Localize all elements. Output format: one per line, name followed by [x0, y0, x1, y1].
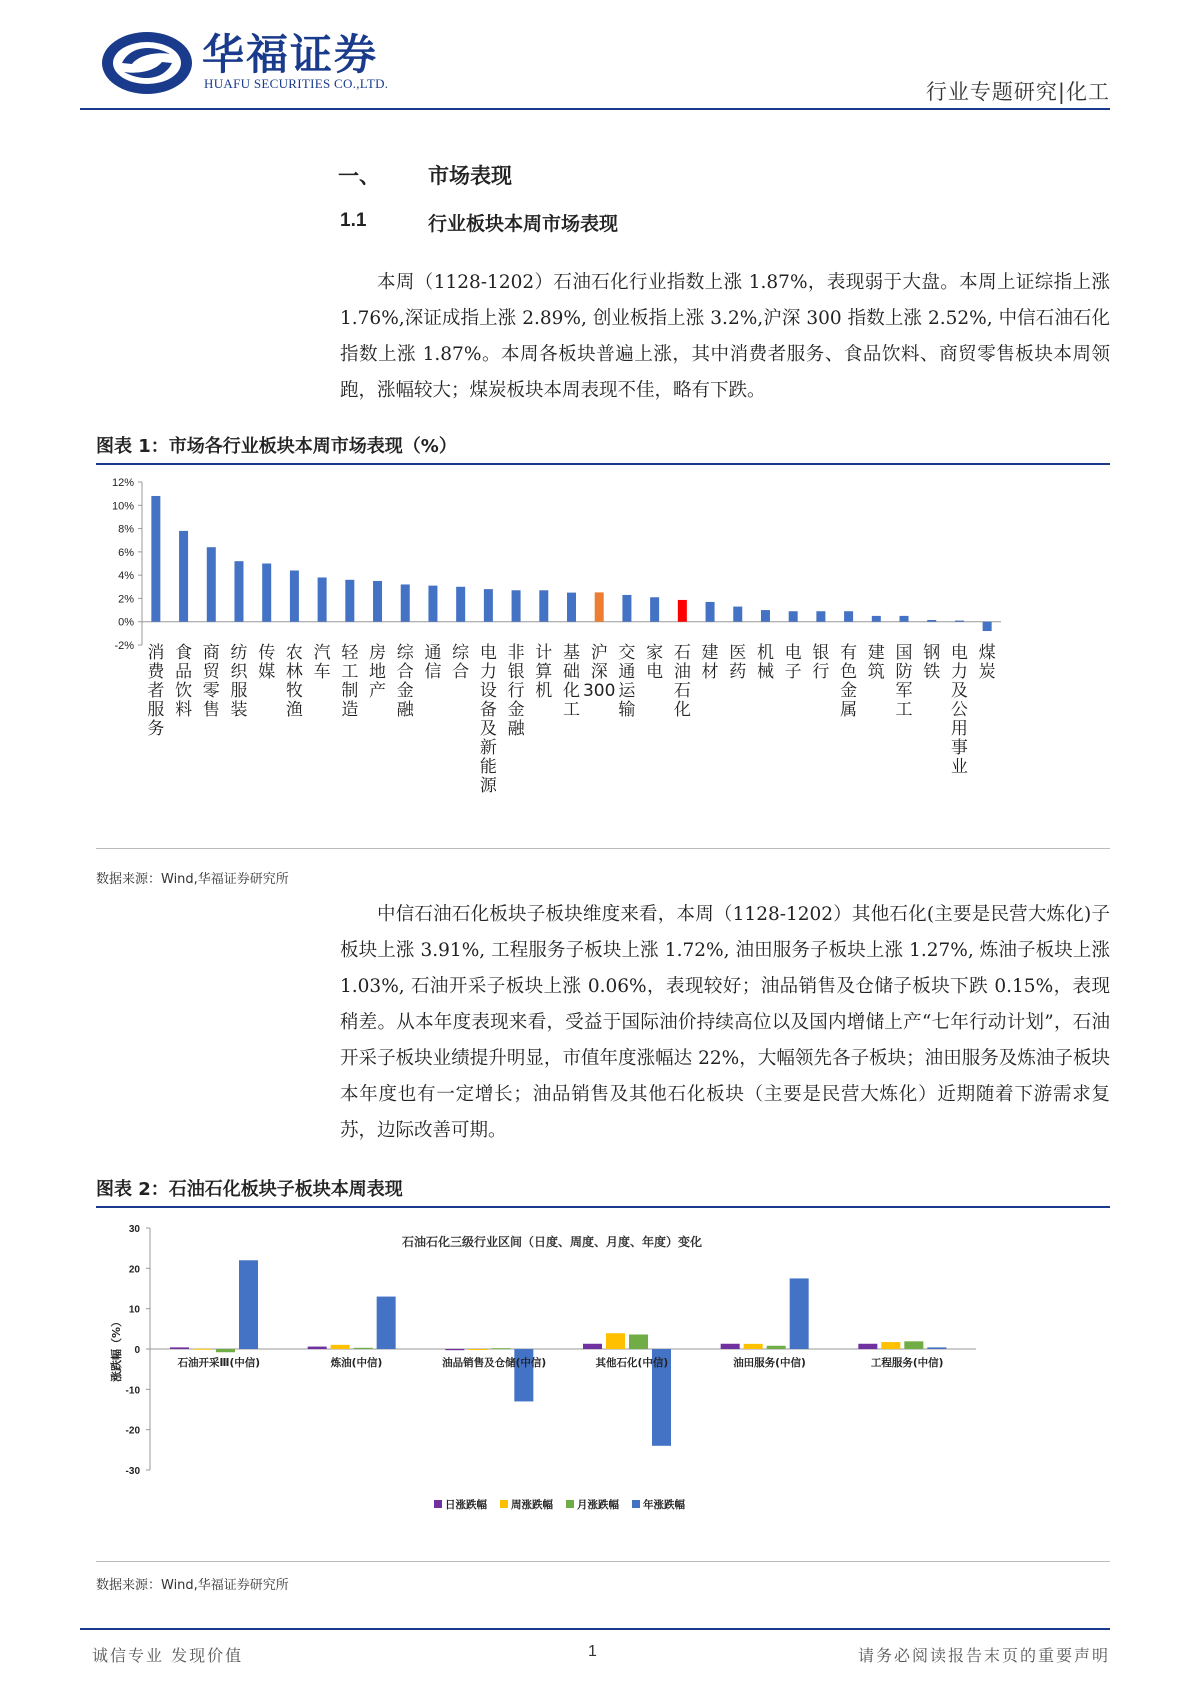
category-label: 煤炭 [978, 643, 996, 682]
bar-传媒 [262, 564, 271, 622]
legend-label: 年涨跌幅 [643, 1499, 685, 1511]
category-label: 建筑 [867, 643, 885, 682]
bar-机械 [761, 610, 770, 622]
bar-月涨跌幅 [904, 1341, 923, 1349]
category-label: 食品饮料 [175, 643, 193, 720]
footer-slogan: 诚信专业 发现价值 [92, 1646, 244, 1665]
y-tick-label: 20 [128, 1264, 140, 1276]
y-tick-label: 10% [111, 500, 134, 513]
category-label: 汽车 [313, 643, 331, 682]
category-label: 轻工制造 [341, 643, 359, 720]
y-tick-label: 10 [128, 1304, 140, 1316]
y-tick-label: 8% [118, 523, 134, 536]
paragraph-market-overview: 本周（1128-1202）石油石化行业指数上涨 1.87%，表现弱于大盘。本周上证综指上涨 1.76%,深证成指上涨 2.89%, 创业板指上涨 3.2%,沪深 300 指数上涨 2.52%, 中信石油石化指数上涨 1.87%。本周各板块普遍上涨，其中消费者服务、食品饮料、商贸零售板块本周领跑，涨幅较大；煤炭板块本周表现不佳，略有下跌。 [340, 272, 1110, 401]
figure2-title: 图表 2：石油石化板块子板块本周表现 [96, 1179, 403, 1200]
bar-汽车 [318, 577, 327, 621]
bar-周涨跌幅 [744, 1344, 763, 1349]
bar-日涨跌幅 [858, 1344, 877, 1349]
category-label: 基础化工 [563, 643, 580, 720]
bar-食品饮料 [179, 531, 188, 622]
category-label: 消费者服务 [147, 643, 165, 739]
y-tick-label: 4% [118, 570, 134, 583]
y-tick-label: 0 [134, 1345, 140, 1356]
category-label: 机械 [756, 643, 774, 682]
bar-年涨跌幅 [239, 1260, 258, 1349]
bar-电子 [789, 611, 798, 621]
header-divider [80, 108, 1110, 110]
bar-日涨跌幅 [308, 1347, 327, 1349]
legend-label: 周涨跌幅 [511, 1499, 553, 1511]
category-label: 电力及公用事业 [950, 643, 968, 777]
bar-医药 [733, 607, 742, 622]
y-tick-label: 0% [118, 616, 134, 629]
bar-计算机 [539, 590, 548, 621]
bar-年涨跌幅 [927, 1347, 946, 1349]
bar-沪深300 [595, 592, 604, 621]
bar-月涨跌幅 [629, 1334, 648, 1349]
bar-周涨跌幅 [331, 1345, 350, 1349]
category-label: 通信 [424, 643, 442, 682]
figure2-source: 数据来源：Wind,华福证券研究所 [96, 1578, 289, 1593]
bar-建筑 [872, 616, 881, 622]
bar-钢铁 [927, 620, 936, 622]
subsection-title: 行业板块本周市场表现 [428, 213, 619, 235]
category-label: 农林牧渔 [285, 643, 303, 720]
category-label: 计算机 [535, 643, 553, 701]
bar-纺织服装 [234, 561, 243, 622]
footer-divider [80, 1628, 1110, 1630]
category-label: 纺织服装 [230, 643, 248, 720]
y-axis-label: 涨跌幅（%） [110, 1315, 123, 1383]
legend-label: 日涨跌幅 [445, 1499, 487, 1511]
y-tick-label: 30 [128, 1224, 140, 1235]
figure2-bottom-rule [96, 1561, 1110, 1562]
category-label: 银行 [812, 643, 830, 682]
category-label: 建材 [701, 643, 719, 682]
bar-消费者服务 [151, 496, 160, 622]
logo-english-name: HUAFU SECURITIES CO.,LTD. [204, 76, 389, 91]
category-label: 非银行金融 [507, 643, 525, 739]
bar-日涨跌幅 [583, 1344, 602, 1349]
bar-轻工制造 [345, 580, 354, 622]
category-label: 电力设备及新能源 [479, 643, 497, 796]
huafu-logo-icon [100, 30, 194, 100]
section-number: 一、 [338, 164, 380, 188]
figure1-source: 数据来源：Wind,华福证券研究所 [96, 872, 289, 887]
y-tick-label: 2% [118, 593, 134, 606]
category-label: 有色金属 [840, 643, 858, 720]
bar-日涨跌幅 [721, 1344, 740, 1349]
bar-有色金属 [844, 611, 853, 621]
figure2-top-rule [96, 1206, 1110, 1208]
paragraph-subsector-analysis: 中信石油石化板块子板块维度来看，本周（1128-1202）其他石化(主要是民营大炼化)子板块上涨 3.91%, 工程服务子板块上涨 1.72%, 油田服务子板块上涨 1.27%, 炼油子板块上涨 1.03%, 石油开采子板块上涨 0.06%，表现较好；油品销售及仓储子板块下跌 0.15%，表现稍差。从本年度表现来看，受益于国际油价持续高位以及国内增储上产“七年行动计划”，石油开采子板块业绩提升明显，市值年度涨幅达 22%，大幅领先各子板块；油田服务及炼油子板块本年度也有一定增长；油品销售及其他石化板块（主要是民营大炼化）近期随着下游需求复苏，边际改善可期。 [340, 904, 1110, 1141]
logo-chinese-name: 华福证券 [202, 30, 379, 79]
bar-周涨跌幅 [468, 1349, 487, 1350]
bar-日涨跌幅 [445, 1349, 464, 1350]
bar-家电 [650, 597, 659, 621]
bar-交通运输 [622, 595, 631, 622]
category-label: 医药 [729, 643, 747, 682]
legend-swatch [434, 1500, 442, 1508]
bar-煤炭 [983, 622, 992, 631]
y-tick-label: -30 [125, 1466, 140, 1477]
bar-电力设备及新能源 [484, 589, 493, 622]
bar-通信 [428, 586, 437, 622]
bar-建材 [706, 602, 715, 622]
category-label: 国防军工 [895, 643, 913, 720]
figure1-title: 图表 1：市场各行业板块本周市场表现（%） [96, 436, 457, 457]
bar-综合 [456, 587, 465, 622]
bar-年涨跌幅 [377, 1297, 396, 1349]
industry-bar-chart [96, 470, 1110, 845]
category-label: 炼油(中信) [330, 1357, 383, 1369]
category-label: 商贸零售 [202, 643, 220, 720]
bar-银行 [816, 611, 825, 621]
category-label: 综合 [452, 643, 470, 682]
bar-年涨跌幅 [790, 1278, 809, 1349]
category-label: 油品销售及仓储(中信) [442, 1357, 547, 1369]
bar-石油石化 [678, 600, 687, 622]
subsection-number: 1.1 [340, 210, 367, 231]
report-type: 行业专题研究|化工 [925, 80, 1110, 104]
figure1-bottom-rule [96, 848, 1110, 849]
category-label: 油田服务(中信) [733, 1357, 806, 1369]
bar-国防军工 [900, 616, 909, 622]
bar-周涨跌幅 [606, 1333, 625, 1349]
category-label: 交通运输 [618, 643, 636, 720]
category-label: 石油开采Ⅲ(中信) [177, 1357, 261, 1369]
bar-电力及公用事业 [955, 621, 964, 622]
bar-月涨跌幅 [767, 1346, 786, 1349]
footer-disclaimer: 请务必阅读报告末页的重要声明 [857, 1646, 1110, 1665]
category-label: 传媒 [258, 643, 276, 682]
figure1-top-rule [96, 463, 1110, 465]
bar-月涨跌幅 [216, 1349, 235, 1352]
category-label: 综合金融 [396, 643, 414, 720]
y-tick-label: -10 [125, 1385, 140, 1397]
bar-日涨跌幅 [170, 1347, 189, 1349]
bar-非银行金融 [512, 590, 521, 621]
category-label: 工程服务(中信) [870, 1357, 944, 1369]
bar-商贸零售 [207, 547, 216, 622]
bar-周涨跌幅 [881, 1342, 900, 1349]
legend-swatch [500, 1500, 508, 1508]
category-label: 其他石化(中信) [595, 1357, 669, 1369]
legend-swatch [632, 1500, 640, 1508]
bar-月涨跌幅 [491, 1348, 510, 1349]
bar-周涨跌幅 [193, 1349, 212, 1350]
bar-基础化工 [567, 593, 576, 622]
bar-房地产 [373, 581, 382, 622]
legend-label: 月涨跌幅 [577, 1499, 619, 1511]
y-tick-label: -2% [114, 640, 134, 652]
chart-title: 石油石化三级行业区间（日度、周度、月度、年度）变化 [401, 1235, 703, 1249]
category-label: 钢铁 [923, 643, 941, 682]
category-label: 家电 [646, 643, 664, 682]
category-label: 沪深 300 [582, 643, 616, 701]
subsector-bar-chart [96, 1210, 1110, 1580]
category-label: 石油石化 [673, 643, 691, 720]
y-tick-label: 6% [118, 546, 134, 559]
category-label: 电子 [784, 643, 802, 682]
category-label: 房地产 [369, 643, 387, 701]
y-tick-label: 12% [111, 477, 134, 489]
section-title: 市场表现 [428, 164, 512, 188]
y-tick-label: -20 [125, 1425, 140, 1437]
bar-月涨跌幅 [354, 1348, 373, 1349]
legend-swatch [566, 1500, 574, 1508]
bar-综合金融 [401, 584, 410, 621]
bar-农林牧渔 [290, 570, 299, 621]
page-number: 1 [588, 1643, 597, 1660]
